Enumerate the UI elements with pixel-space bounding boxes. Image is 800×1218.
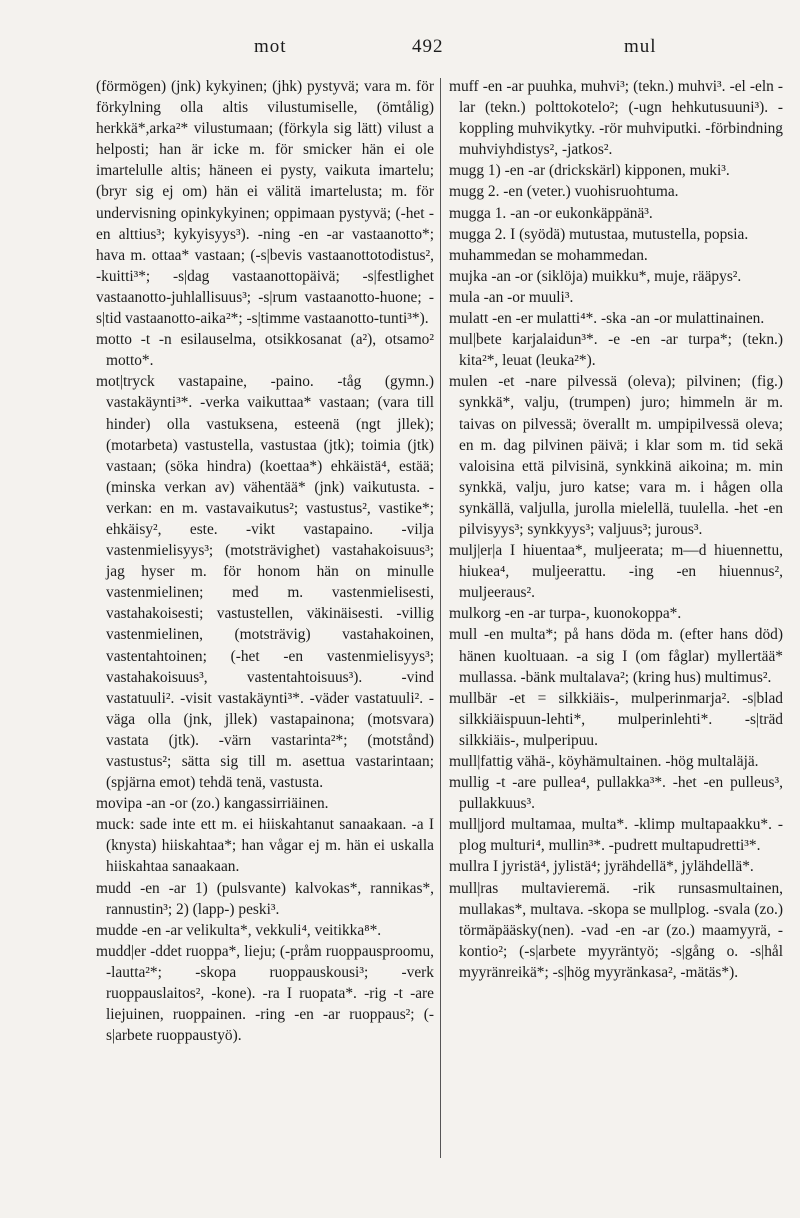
dictionary-entry: mulj|er|a I hiuentaa*, muljeerata; m—d hiuennettu, hiukea⁴, muljeerattu. -ing -en hiuennus², muljeeraus². [449, 542, 783, 602]
dictionary-entry: mugga 1. -an -or eukonkäppänä³. [449, 204, 653, 222]
dictionary-entry: mull|ras multavieremä. -rik runsasmultainen, mullakas*, multava. -skopa se mullplog. -svala (zo.) törmäpääsky(nen). -vad -en -ar (zo.) maamyyrä, -kontio²; (-s|arbete myyräntyö; -s|gång o. -s|hål myyränreikä*; -s|hög myyränkasa², -mätäs*). [449, 879, 783, 981]
dictionary-entry: mujka -an -or (siklöja) muikku*, muje, rääpys². [449, 267, 742, 285]
guide-word-right: mul [624, 36, 657, 57]
running-head [0, 36, 800, 66]
dictionary-entry: mudd|er -ddet ruoppa*, lieju; (-pråm ruoppausproomu, -lautta²*; -skopa ruoppauskousi³; -verk ruoppauslaitos², -kone). -ra I ruopata*. -rig -t -are liejuinen, ruoppainen. -ring -en -ar ruoppaus²; (-s|arbete ruoppaustyö). [96, 942, 434, 1045]
dictionary-entry: mullbär -et = silkkiäis-, mulperinmarja². -s|blad silkkiäispuun-lehti*, mulperinlehti*. -s|träd silkkiäis-, mulperipuu. [449, 689, 783, 749]
right-column [449, 76, 783, 983]
dictionary-entry: mudd -en -ar 1) (pulsvante) kalvokas*, rannikas*, rannustin³; 2) (lapp-) peski³. [96, 879, 434, 918]
dictionary-entry: mull -en multa*; på hans döda m. (efter hans död) hänen kuoltuaan. -a sig I (om fåglar) myllertää* mullassa. -bänk multalava²; (kring hus) multimus². [449, 626, 783, 686]
dictionary-entry: mulkorg -en -ar turpa-, kuonokoppa*. [449, 605, 682, 623]
dictionary-entry: muff -en -ar puuhka, muhvi³; (tekn.) muhvi³. -el -eln -lar (tekn.) polttokotelo²; (-ugn hehkutusuuni³). -koppling muhvikytky. -rör muhviputki. -förbindning muhviyhdistys², -jatkos². [449, 78, 783, 159]
page-number: 492 [412, 36, 444, 57]
guide-word-left: mot [254, 36, 287, 57]
dictionary-entry: mulatt -en -er mulatti⁴*. -ska -an -or mulattinainen. [449, 310, 765, 328]
dictionary-entry: movipa -an -or (zo.) kangassirriäinen. [96, 795, 329, 813]
dictionary-entry: mula -an -or muuli³. [449, 288, 574, 306]
dictionary-entry: mul|bete karjalaidun³*. -e -en -ar turpa*; (tekn.) kita²*, leuat (leuka²*). [449, 331, 783, 370]
dictionary-entry: mullig -t -are pullea⁴, pullakka³*. -het -en pulleus³, pullakkuus³. [449, 774, 783, 813]
dictionary-entry: mull|jord multamaa, multa*. -klimp multapaakku*. -plog multuri⁴, mullin³*. -pudrett multapudretti³*. [449, 816, 783, 855]
dictionary-entry: mullra I jyristä⁴, jylistä⁴; jyrähdellä*, jylähdellä*. [449, 858, 754, 876]
dictionary-entry: muck: sade inte ett m. ei hiiskahtanut sanaakaan. -a I (knysta) hiiskahtaa*; han vågar ej m. hän ei uskalla hiiskahtaa sanaakaan. [96, 816, 434, 876]
dictionary-entry: mot|tryck vastapaine, -paino. -tåg (gymn.) vastakäynti³*. -verka vaikuttaa* vastaan; (vara till hinder) olla vastuksena, esteenä (ngt jllek); (motarbeta) vastustella, vastustaa (jtk); toimia (jtk) vastaan; (söka hindra) (koettaa*) ehkäistä⁴, estää; (minska verkan av) vähentää* (jnk) vaikutusta. -verkan: en m. vastavaikutus²; vastustus², vastike*; ehkäisy², este. -vikt vastapaino. -vilja vastenmielisyys³; (motsträvighet) vastahakoisuus³; jag hyser m. för honom hän on minulle vastenmielinen; med m. vastenmielisesti, vastahakoisesti; vastustellen, väkinäisesti. -villig vastenmielinen, (motsträvig) vastahakoinen, vastentahtoinen; (-het -en vastenmielisyys³; vastahakoisuus³, vastentahtoisuus³). -vind vastatuuli². -visit vastakäynti³*. -väder vastatuuli². -väga olla (jnk, jllek) vastapainona; (motsvara) vastata (jtk). -värn vastarinta²*; (motstånd) vastustus²; sätta sig till m. asettua vastarintaan; (spjärna emot) tehdä tenä, vastusta. [96, 373, 434, 792]
dictionary-entry: mulen -et -nare pilvessä (oleva); pilvinen; (fig.) synkkä*, valju, (trumpen) juro; himmeln är m. taivas on pilvessä; överallt m. umpipilvessä oleva; en m. dag pilvinen päivä; i klar som m. tid sekä valoisina että pilvisinä, synkkinä aikoina; m. min synkkä, valju, juro katse; vara m. i hågen olla synkällä, valjulla, jurolla mielellä, tuulella. -het -en pilvisyys³; synkkyys³; valjuus³; jurous³. [449, 373, 783, 538]
dictionary-entry: mudde -en -ar velikulta*, vekkuli⁴, veitikka⁸*. [96, 921, 382, 939]
dictionary-entry: muhammedan se mohammedan. [449, 246, 648, 264]
dictionary-entry: mugg 2. -en (veter.) vuohisruohtuma. [449, 183, 679, 201]
dictionary-entry: mugga 2. I (syödä) mutustaa, mutustella, popsia. [449, 225, 749, 243]
dictionary-entry: mull|fattig vähä-, köyhämultainen. -hög multaläjä. [449, 753, 759, 770]
dictionary-entry: (förmögen) (jnk) kykyinen; (jhk) pystyvä; vara m. för förkylning olla altis vilustumiselle, (ömtålig) herkkä*,arka²* vilustumaan; (förkyla sig lätt) vilust a helposti; han är icke m. för smicker hän ei ole imartelulle altis; häneen ei pysty, vaikuta imartelu; (bryr sig ej om) hän ei välitä imartelusta; m. för undervisning opinkykyinen; oppimaan pystyvä; (-het -en alttius³; kykyisyys³). -ning -en -ar vastaanotto*; hava m. ottaa* vastaan; (-s|bevis vastaanottotodistus², -kuitti³*; -s|dag vastaanottopäivä; -s|festlighet vastaanotto-juhlallisuus³; -s|rum vastaanotto-huone; -s|tid vastaanotto-aika²*; -s|timme vastaanotto-tunti³*). [96, 78, 434, 328]
dictionary-entry: motto -t -n esilauselma, otsikkosanat (a²), otsamo² motto*. [96, 331, 434, 370]
dictionary-entry: mugg 1) -en -ar (drickskärl) kipponen, muki³. [449, 162, 730, 180]
left-column [96, 76, 434, 1046]
column-divider [440, 78, 441, 1158]
